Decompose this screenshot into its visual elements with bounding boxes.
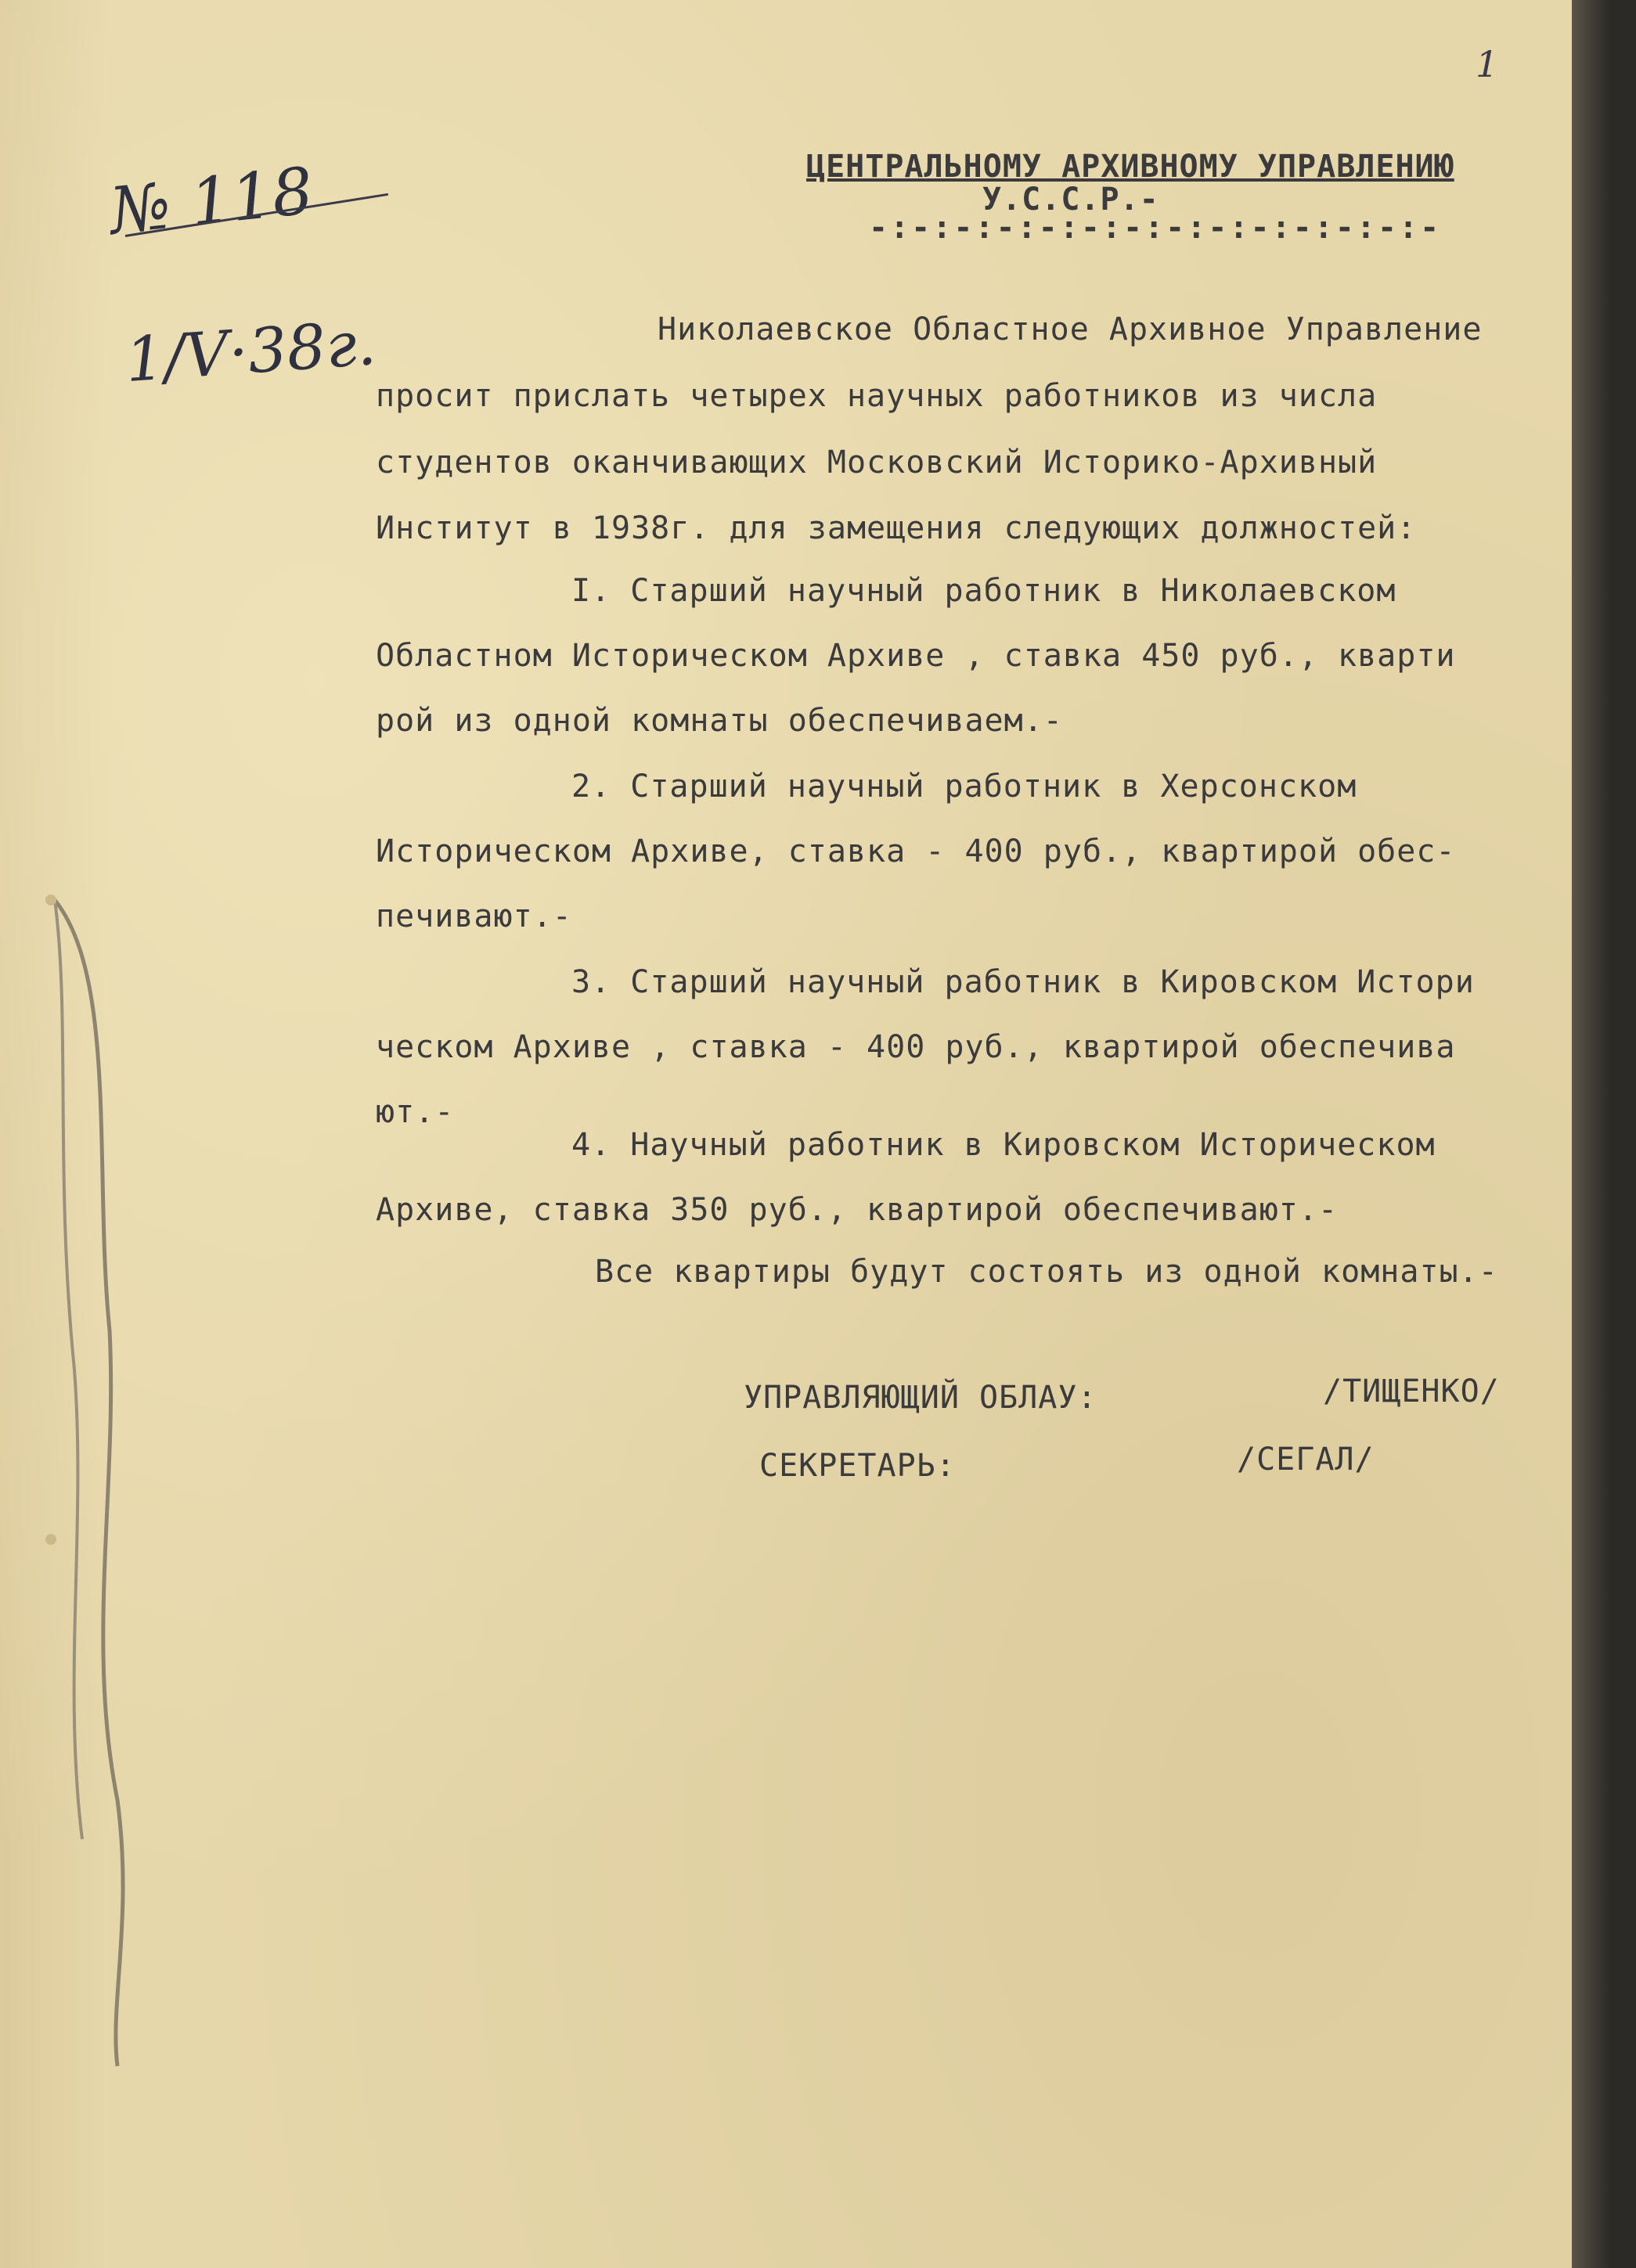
header-divider: -:-:-:-:-:-:-:-:-:-:-:-:-:- [869, 210, 1442, 246]
signature-head-name: /ТИЩЕНКО/ [1323, 1373, 1500, 1409]
scan-background-edge [1572, 0, 1636, 2268]
body-line: печивают.- [376, 898, 572, 934]
body-line: Историческом Архиве, ставка - 400 руб., квартирой обес- [376, 833, 1456, 869]
binding-hole [45, 1534, 56, 1545]
body-line: Институт в 1938г. для замещения следующих должностей: [376, 510, 1417, 546]
body-line: Архиве, ставка 350 руб., квартирой обеспечивают.- [376, 1192, 1339, 1228]
body-line: рой из одной комнаты обеспечиваем.- [376, 703, 1063, 739]
addressee-line-1: ЦЕНТРАЛЬНОМУ АРХИВНОМУ УПРАВЛЕНИЮ [806, 149, 1454, 185]
signature-secretary-name: /СЕГАЛ/ [1237, 1442, 1375, 1478]
signature-head-title: УПРАВЛЯЮЩИЙ ОБЛАУ: [744, 1380, 1097, 1416]
handwritten-number: № 118 [106, 153, 317, 250]
body-line: 2. Старший научный работник в Херсонском [571, 769, 1357, 805]
folio-number: 1 [1476, 43, 1499, 85]
body-line: Николаевское Областное Архивное Управление [658, 311, 1483, 347]
body-line: студентов оканчивающих Московский Историко-Архивный [376, 445, 1378, 481]
handwritten-date: 1/V·38г. [123, 308, 379, 397]
signature-secretary-title: СЕКРЕТАРЬ: [759, 1448, 956, 1484]
body-line: Областном Историческом Архиве , ставка 450 руб., кварти [376, 638, 1456, 674]
body-line: ют.- [376, 1094, 455, 1130]
addressee-line-2: У.С.С.Р.- [982, 182, 1159, 218]
body-line: просит прислать четырех научных работников из числа [376, 378, 1378, 414]
binding-hole [45, 895, 56, 905]
body-line: 3. Старший научный работник в Кировском Истори [571, 964, 1475, 1000]
body-line: I. Старший научный работник в Николаевском [571, 573, 1396, 609]
body-line: ческом Архиве , ставка - 400 руб., квартирой обеспечива [376, 1029, 1456, 1065]
body-line: Все квартиры будут состоять из одной комнаты.- [595, 1254, 1498, 1290]
body-line: 4. Научный работник в Кировском Историческом [571, 1127, 1436, 1163]
